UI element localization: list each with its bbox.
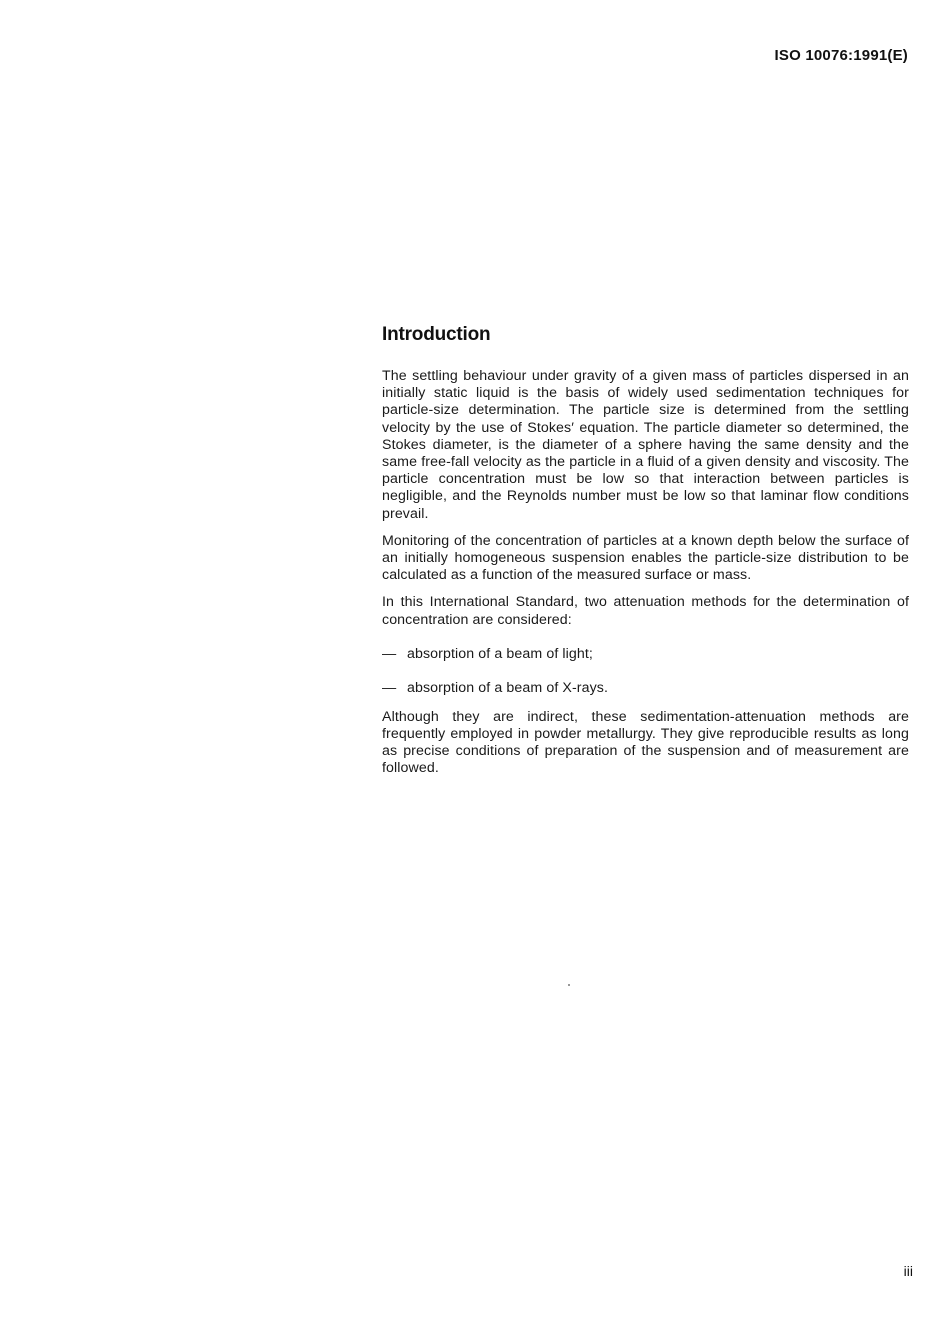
list-dash-marker: — [382, 679, 397, 696]
page-number: iii [903, 1263, 913, 1279]
paragraph: In this International Standard, two attenuation methods for the determination of concentration are considered: [382, 594, 909, 628]
document-identifier: ISO 10076:1991(E) [774, 47, 908, 64]
section-title: Introduction [382, 324, 491, 345]
list-dash-marker: — [382, 645, 397, 662]
list-item [382, 646, 909, 663]
scan-speck [568, 984, 570, 986]
list-item-text: absorption of a beam of light; [407, 645, 593, 662]
paragraph: The settling behaviour under gravity of a given mass of particles dispersed in an initially static liquid is the basis of widely used sedimentation techniques for particle-size determination. The particle size is determined from the settling velocity by the use of Stokes′ equation. The particle diameter so determined, the Stokes diameter, is the diameter of a sphere having the same density and the same free-fall velocity as the particle in a fluid of a given density and viscosity. The particle concentration must be low so that interaction between particles is negligible, and the Reynolds number must be low so that laminar flow conditions prevail. [382, 368, 909, 522]
list-item-text: absorption of a beam of X-rays. [407, 679, 609, 696]
closing-paragraph: Although they are indirect, these sedimentation-attenuation methods are frequently employed in powder metallurgy. They give reproducible results as long as precise conditions of preparation of the suspension and of measurement are followed. [382, 708, 909, 777]
paragraph: Monitoring of the concentration of particles at a known depth below the surface of an initially homogeneous suspension enables the particle-size distribution to be calculated as a function of the measured surface or mass. [382, 532, 909, 584]
introduction-section [382, 324, 909, 788]
list-item [382, 680, 909, 697]
